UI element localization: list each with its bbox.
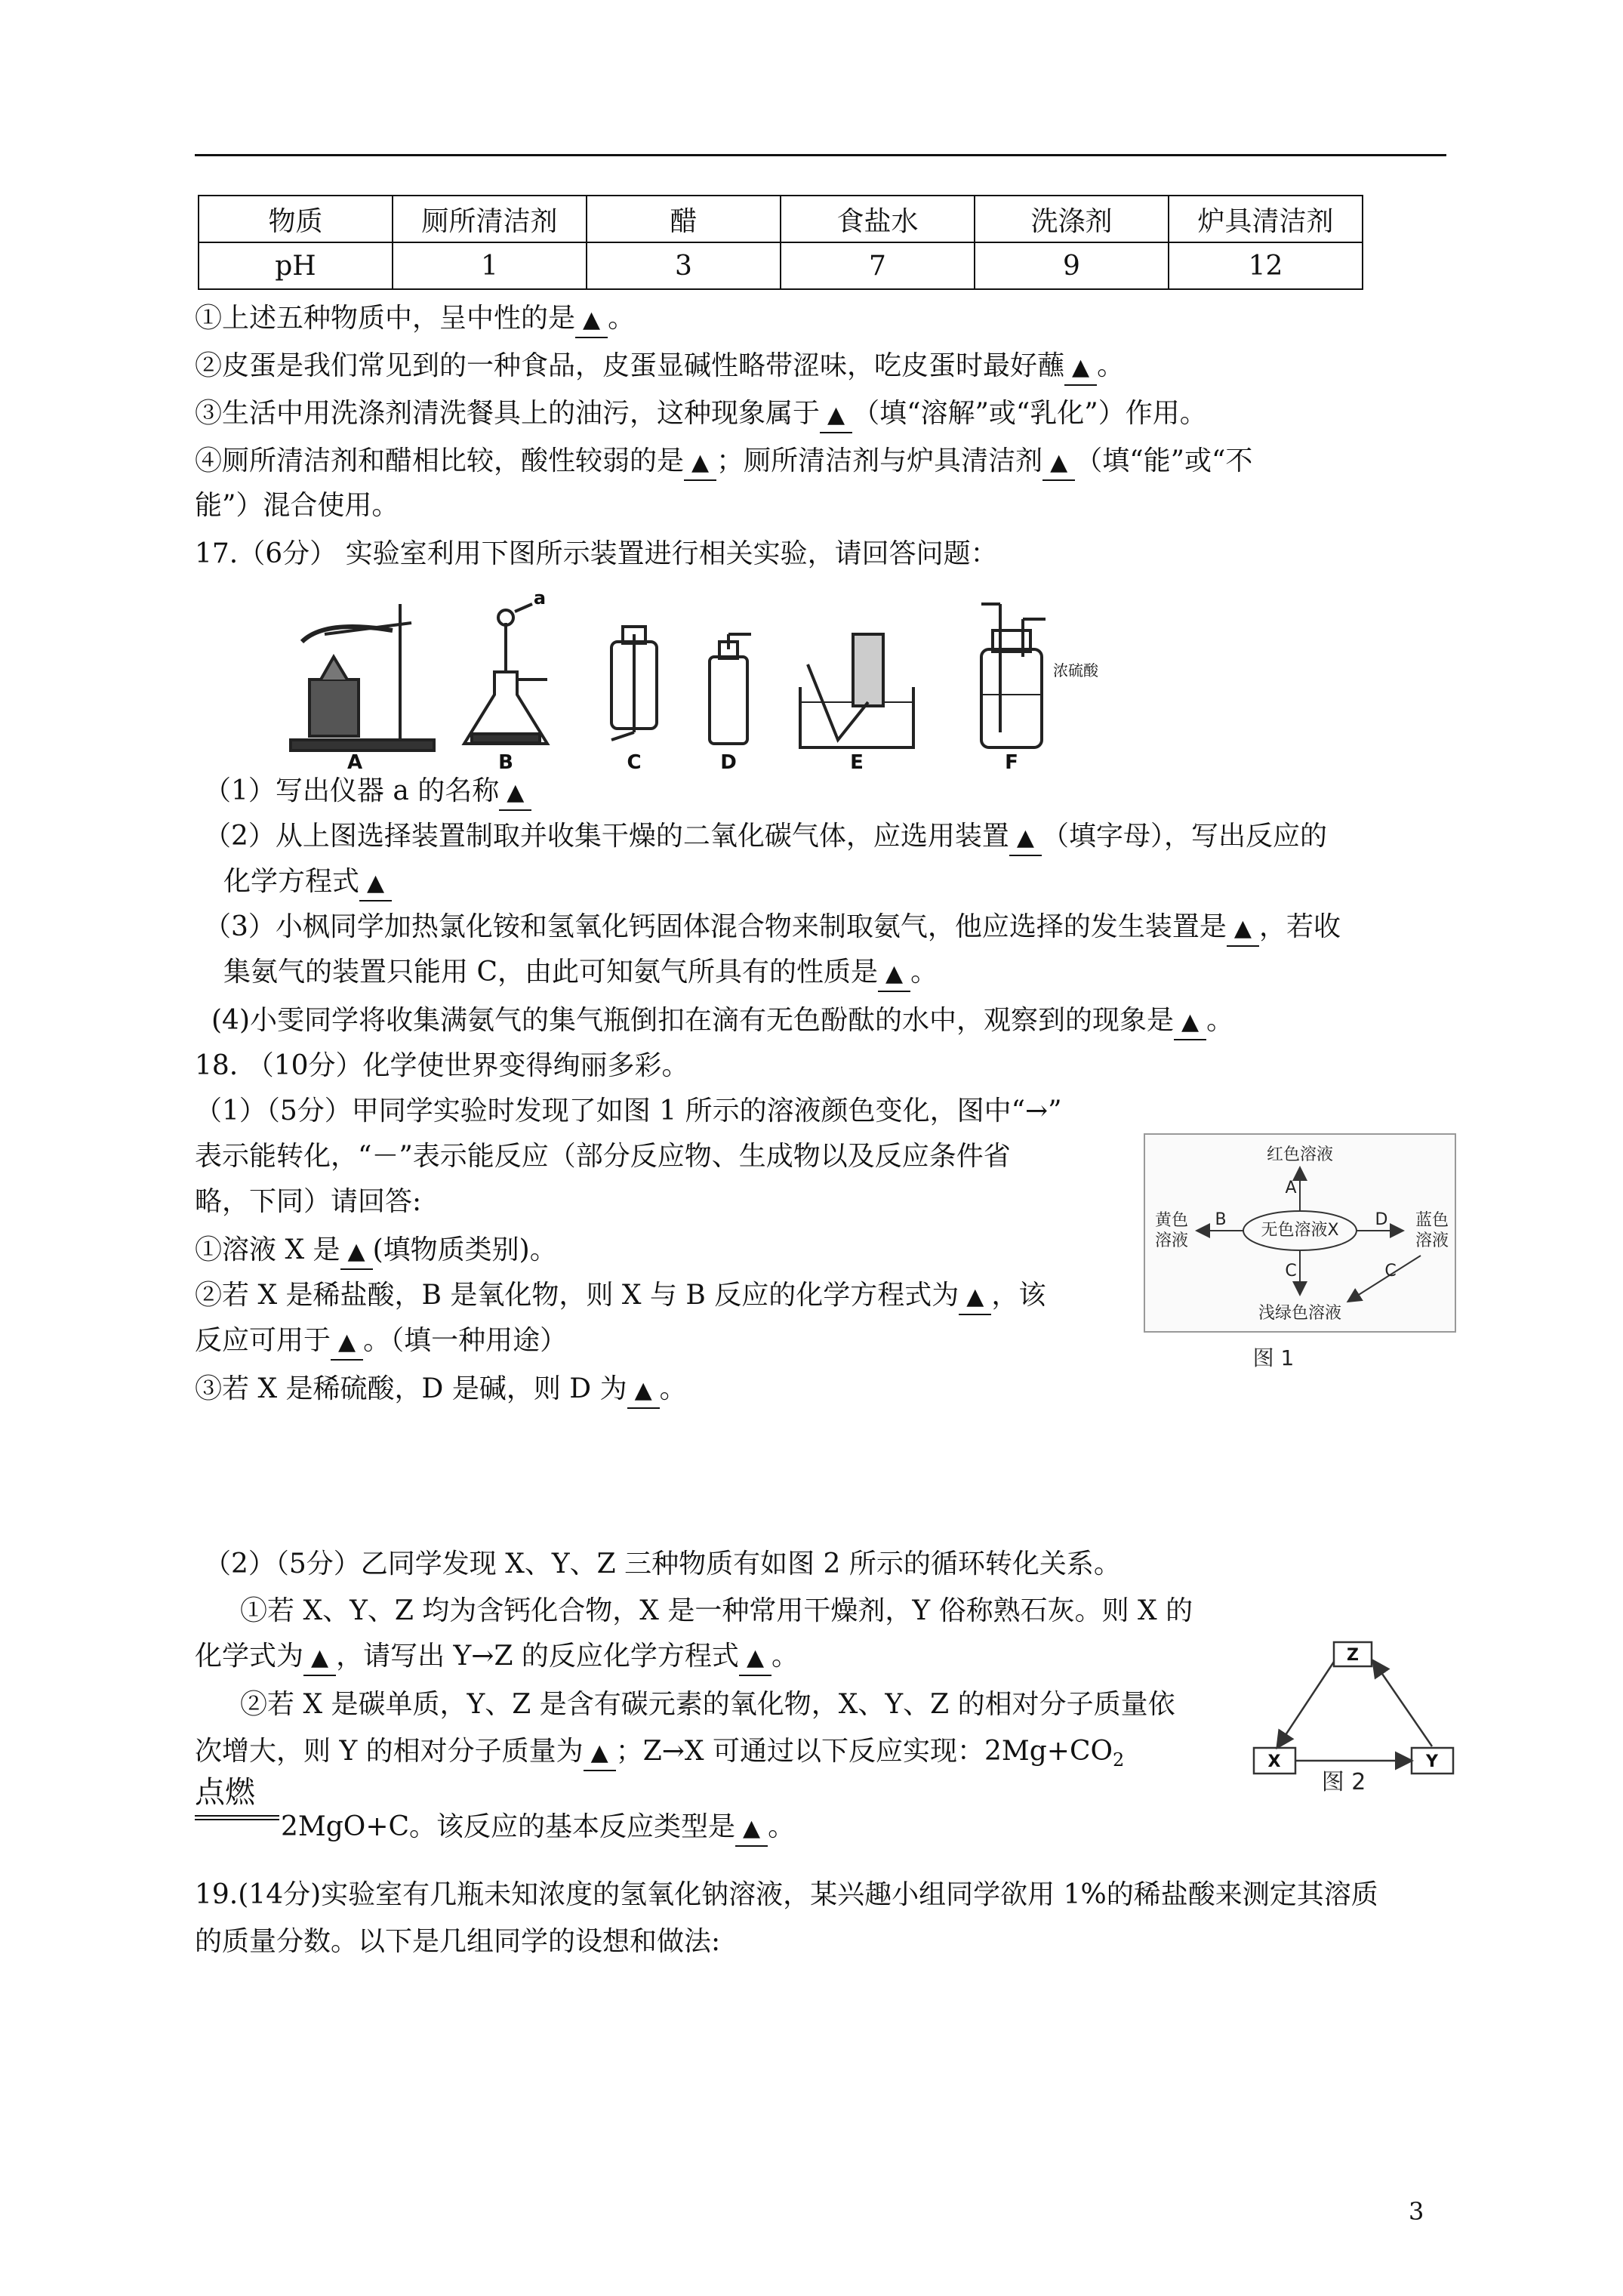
answer-blank[interactable]: ▲ [340, 1235, 373, 1270]
fig1-arrow-B: B [1215, 1210, 1227, 1229]
q18-p2-q2-cont: 次增大，则 Y 的相对分子质量为 ▲ ；Z→X 可通过以下反应实现：$2Mg+CO_2$ [195, 1736, 1125, 1771]
answer-blank[interactable]: ▲ [1042, 446, 1075, 481]
table-cell: 物质 [199, 196, 393, 242]
subscript-2: 2 [1113, 1749, 1125, 1771]
fig1-arrow-D: D [1375, 1210, 1388, 1229]
answer-blank[interactable]: ▲ [499, 776, 531, 811]
answer-blank[interactable]: ▲ [331, 1326, 363, 1361]
label-B: B [498, 751, 513, 770]
answer-blank[interactable]: ▲ [359, 867, 392, 901]
answer-blank[interactable]: ▲ [959, 1281, 991, 1315]
q18-p1-line1: （1）（5分）甲同学实验时发现了如图 1 所示的溶液颜色变化，图中“→” [195, 1096, 1062, 1126]
apparatus-figure [279, 589, 1110, 770]
fig2-node-Y: Y [1426, 1752, 1438, 1771]
label-F: F [1005, 751, 1018, 770]
answer-blank[interactable]: ▲ [584, 1737, 616, 1771]
q18-p1-line2: 表示能转化，“－”表示能反应（部分反应物、生成物以及反应条件省 [195, 1141, 1011, 1172]
table-cell: 食盐水 [781, 196, 975, 242]
answer-blank[interactable]: ▲ [575, 304, 608, 338]
q18-p2-intro: （2）（5分）乙同学发现 X、Y、Z 三种物质有如图 2 所示的循环转化关系。 [204, 1549, 1121, 1579]
table-cell: 醋 [587, 196, 781, 242]
q16-line5: 能”）混合使用。 [195, 490, 399, 521]
apparatus-b-icon [464, 604, 547, 744]
fig1-arrow-C-2: C [1384, 1262, 1397, 1281]
q18-p1-q1: ①溶液 X 是 ▲ (填物质类别)。 [195, 1234, 557, 1270]
table-cell: 1 [393, 242, 587, 289]
answer-blank[interactable]: ▲ [1227, 912, 1259, 947]
q18-p1-q3: ③若 X 是稀硫酸，D 是碱，则 D 为 ▲ 。 [195, 1373, 687, 1409]
header-rule [195, 154, 1446, 156]
q17-sub1: （1）写出仪器 a 的名称 ▲ [204, 775, 531, 811]
q18-title: 18. （10分）化学使世界变得绚丽多彩。 [195, 1050, 689, 1081]
table-cell: 厕所清洁剂 [393, 196, 587, 242]
q16-line2: ②皮蛋是我们常见到的一种食品，皮蛋显碱性略带涩味，吃皮蛋时最好蘸 ▲ 。 [195, 350, 1124, 386]
q18-p2-q2: ②若 X 是碳单质，Y、Z 是含有碳元素的氧化物，X、Y、Z 的相对分子质量依 [240, 1689, 1175, 1720]
q16-line4: ④厕所清洁剂和醋相比较，酸性较弱的是 ▲ ；厕所清洁剂与炉具清洁剂 ▲ （填“能”或“不 [195, 445, 1252, 481]
fig1-left-label: 黄色 [1154, 1211, 1189, 1230]
fig1-right-label-2: 溶液 [1415, 1231, 1449, 1250]
answer-blank[interactable]: ▲ [739, 1641, 771, 1676]
table-cell: 炉具清洁剂 [1169, 196, 1363, 242]
q19-line1: 19.(14分)实验室有几瓶未知浓度的氢氧化钠溶液，某兴趣小组同学欲用 1%的稀盐酸来测定其溶质 [195, 1879, 1378, 1910]
table-cell: 洗涤剂 [975, 196, 1169, 242]
fig1-right-label: 蓝色 [1415, 1211, 1449, 1230]
table-cell: 7 [781, 242, 975, 289]
fig2-node-X: X [1267, 1752, 1281, 1771]
table-cell: 3 [587, 242, 781, 289]
answer-blank[interactable]: ▲ [684, 446, 716, 481]
fig1-arrow-A: A [1285, 1179, 1297, 1197]
fig1-caption: 图 1 [1252, 1345, 1295, 1370]
figure-2-diagram [1249, 1635, 1476, 1793]
q18-p2-q1: ①若 X、Y、Z 均为含钙化合物，X 是一种常用干燥剂，Y 俗称熟石灰。则 X 的 [240, 1595, 1193, 1626]
answer-blank[interactable]: ▲ [820, 399, 852, 433]
fig2-node-Z: Z [1347, 1646, 1359, 1665]
q17-sub4: (4)小雯同学将收集满氨气的集气瓶倒扣在滴有无色酚酞的水中，观察到的现象是 ▲ 。 [211, 1004, 1233, 1040]
answer-blank[interactable]: ▲ [1174, 1006, 1206, 1040]
answer-blank[interactable]: ▲ [627, 1374, 660, 1409]
fig2-caption: 图 2 [1321, 1769, 1366, 1793]
table-header-row [199, 196, 1363, 242]
q18-p2-q2-end: 2MgO+C。该反应的基本反应类型是 ▲ 。 [281, 1811, 795, 1847]
answer-blank[interactable]: ▲ [1064, 351, 1097, 386]
q17-sub2: （2）从上图选择装置制取并收集干燥的二氧化碳气体，应选用装置 ▲ （填字母），写出反应的 [204, 820, 1327, 856]
apparatus-d-icon [710, 634, 751, 744]
ph-table [198, 195, 1363, 290]
q17-sub3: （3）小枫同学加热氯化铵和氢氧化钙固体混合物来制取氨气，他应选择的发生装置是 ▲ ，若收 [204, 911, 1341, 947]
answer-blank[interactable]: ▲ [1009, 821, 1042, 856]
q19-line2: 的质量分数。以下是几组同学的设想和做法: [195, 1926, 721, 1957]
q16-line3: ③生活中用洗涤剂清洗餐具上的油污，这种现象属于 ▲ （填“溶解”或“乳化”）作用。 [195, 397, 1207, 433]
fig1-bottom-label: 浅绿色溶液 [1258, 1304, 1342, 1323]
q18-p1-q2: ②若 X 是稀盐酸，B 是氧化物，则 X 与 B 反应的化学方程式为 ▲ ，该 [195, 1279, 1046, 1315]
label-E: E [850, 751, 864, 770]
q17-sub2-cont: 化学方程式 ▲ [223, 865, 392, 901]
label-conc-sulfuric-acid: 浓硫酸 [1053, 661, 1098, 680]
table-row [199, 242, 1363, 289]
reaction-condition [195, 1776, 255, 1811]
q18-p2-q1-cont: 化学式为 ▲ ，请写出 Y→Z 的反应化学方程式 ▲ 。 [195, 1640, 799, 1676]
equals-double-line [195, 1815, 279, 1820]
fig1-top-label: 红色溶液 [1266, 1145, 1334, 1164]
table-cell: 12 [1169, 242, 1363, 289]
q16-line1: ①上述五种物质中，呈中性的是 ▲ 。 [195, 302, 635, 338]
table-cell: pH [199, 242, 393, 289]
fig1-center-label: 无色溶液X [1261, 1221, 1339, 1240]
q18-p1-q2-cont: 反应可用于 ▲ 。（填一种用途） [195, 1324, 567, 1361]
q18-p1-line3: 略，下同）请回答: [195, 1186, 422, 1217]
answer-blank[interactable]: ▲ [735, 1812, 768, 1847]
label-C: C [627, 751, 642, 770]
page-number: 3 [1409, 2197, 1424, 2226]
apparatus-f-icon [981, 604, 1046, 747]
q17-title: 17.（6分） 实验室利用下图所示装置进行相关实验，请回答问题： [195, 538, 998, 569]
fig1-left-label-2: 溶液 [1154, 1231, 1189, 1250]
condition-label: 点燃 [195, 1775, 255, 1810]
fig1-arrow-C: C [1285, 1262, 1297, 1281]
apparatus-e-icon [800, 634, 913, 747]
table-cell: 9 [975, 242, 1169, 289]
apparatus-c-icon [611, 627, 657, 740]
label-A: A [346, 751, 363, 770]
figure-1-diagram [1141, 1131, 1458, 1380]
apparatus-a-icon [291, 604, 434, 750]
answer-blank[interactable]: ▲ [878, 957, 910, 992]
label-D: D [720, 751, 737, 770]
label-instrument-a: a [533, 589, 547, 609]
q17-sub3-cont: 集氨气的装置只能用 C，由此可知氨气所具有的性质是 ▲ 。 [223, 956, 938, 992]
answer-blank[interactable]: ▲ [303, 1641, 336, 1676]
